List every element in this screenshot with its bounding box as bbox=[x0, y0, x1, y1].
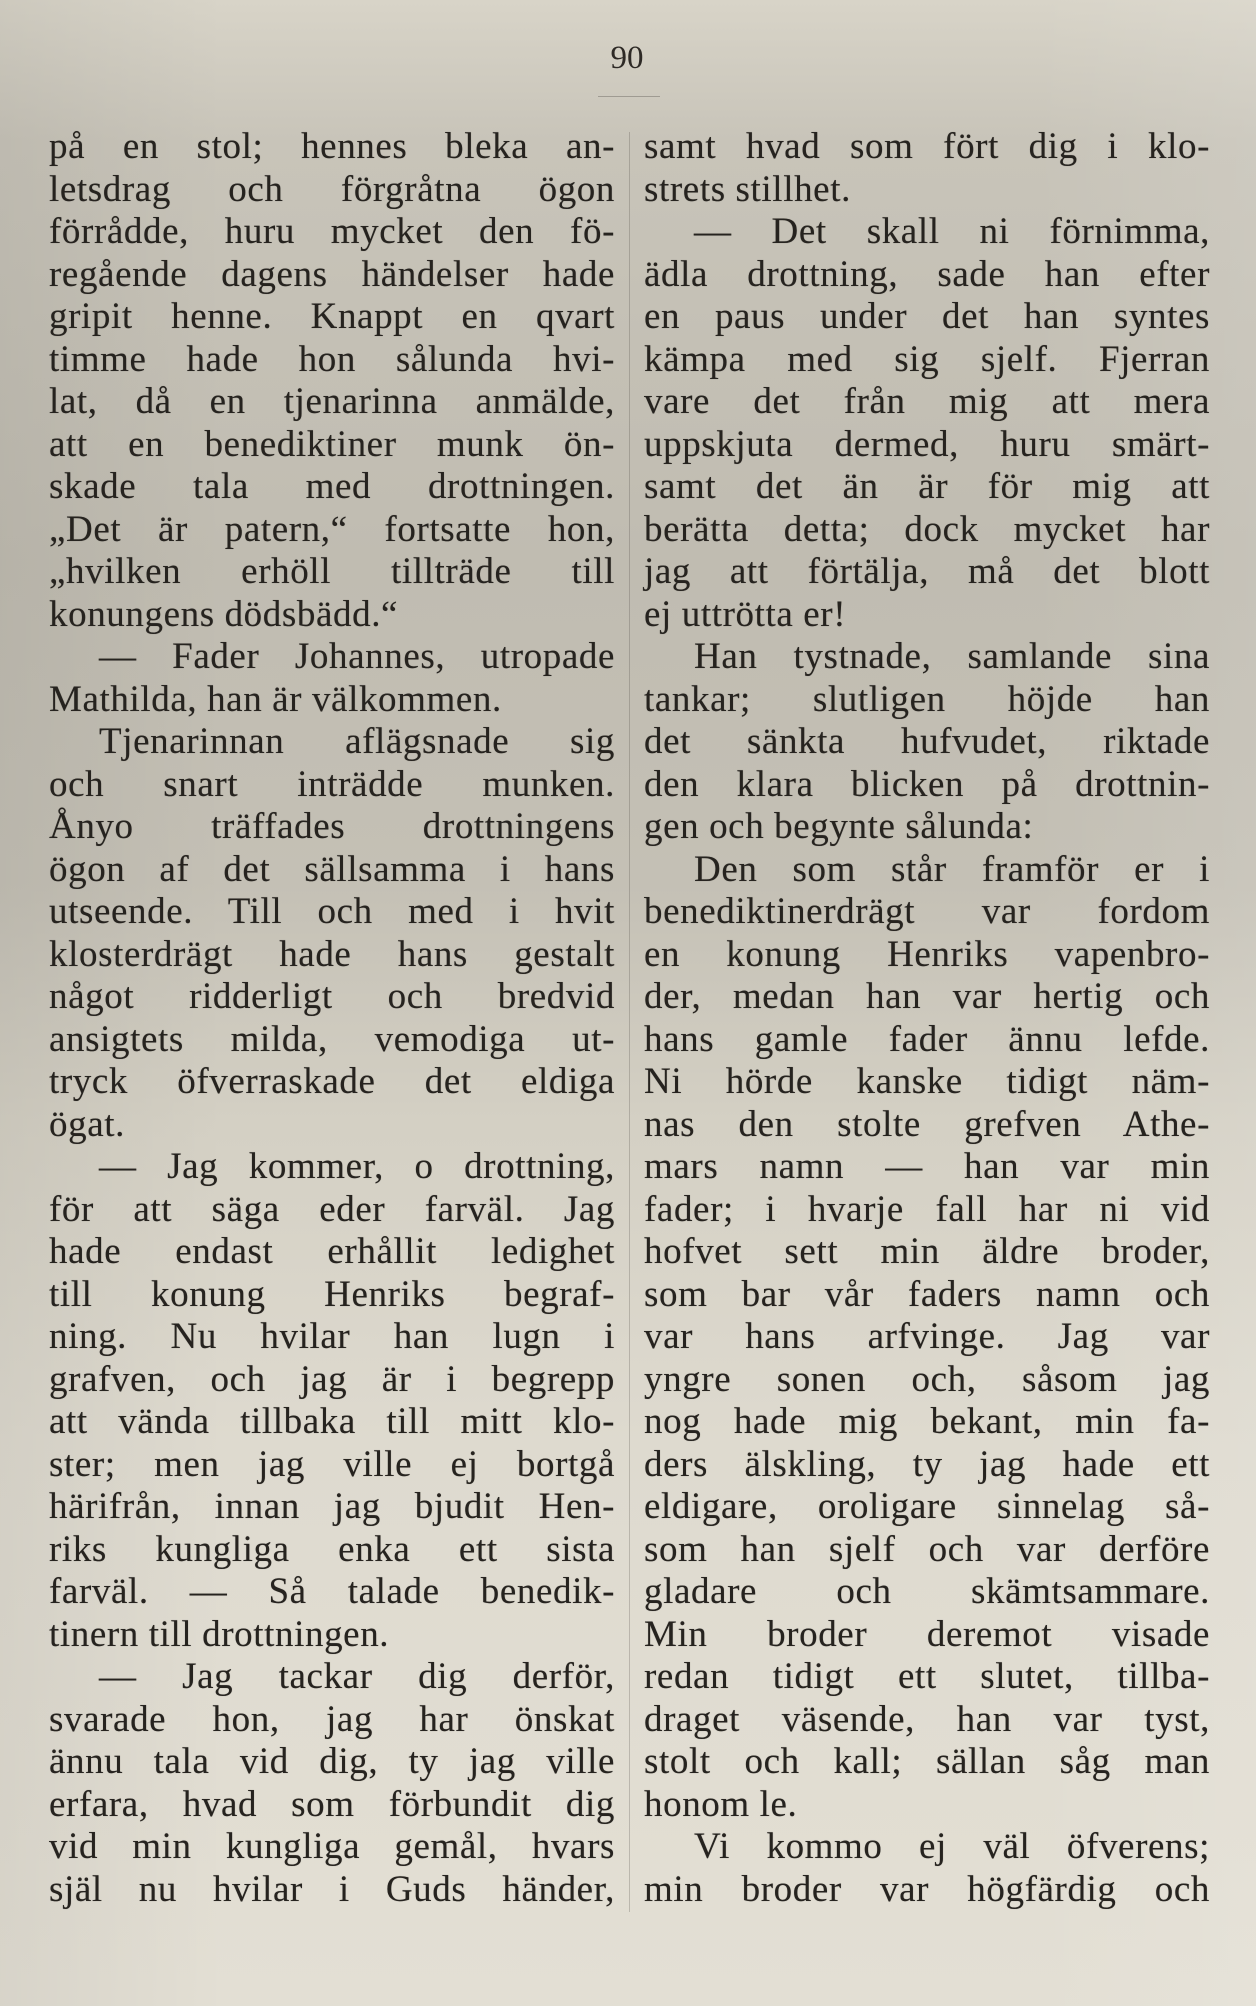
text-line: ännu tala vid dig, ty jag ville bbox=[49, 1741, 615, 1782]
text-line: var hans arfvinge. Jag var bbox=[644, 1316, 1210, 1357]
text-line: Ni hörde kanske tidigt näm- bbox=[644, 1061, 1210, 1102]
paragraph bbox=[49, 1146, 615, 1656]
column-divider bbox=[629, 132, 630, 1912]
text-line: fader; i hvarje fall har ni vid bbox=[644, 1188, 1210, 1230]
text-line: gladare och skämtsammare. bbox=[644, 1571, 1210, 1612]
text-line: konungens dödsbädd.“ bbox=[49, 593, 399, 635]
text-line: på en stol; hennes bleka an- bbox=[49, 126, 615, 167]
paragraph bbox=[644, 126, 1210, 211]
text-line: yngre sonen och, såsom jag bbox=[644, 1358, 1210, 1400]
text-line: mars namn — han var min bbox=[644, 1146, 1210, 1187]
text-line: Tjenarinnan aflägsnade sig bbox=[99, 721, 615, 762]
text-line: gen och begynte sålunda: bbox=[644, 806, 1034, 847]
text-line: strets stillhet. bbox=[644, 168, 851, 210]
left-column bbox=[49, 126, 615, 1911]
text-line: Mathilda, han är välkommen. bbox=[49, 678, 502, 720]
text-line: farväl. — Så talade benedik- bbox=[49, 1571, 615, 1612]
text-line: uppskjuta dermed, huru smärt- bbox=[644, 423, 1210, 465]
text-line: ders älskling, ty jag hade ett bbox=[644, 1443, 1210, 1485]
text-line: samt hvad som fört dig i klo- bbox=[644, 126, 1210, 167]
text-line: gripit henne. Knappt en qvart bbox=[49, 296, 615, 337]
text-line: svarade hon, jag har önskat bbox=[49, 1698, 615, 1740]
text-line: grafven, och jag är i begrepp bbox=[49, 1358, 615, 1400]
paragraph bbox=[49, 636, 615, 721]
text-line: stolt och kall; sällan såg man bbox=[644, 1741, 1210, 1782]
text-line: — Jag kommer, o drottning, bbox=[99, 1146, 615, 1187]
text-line: en konung Henriks vapenbro- bbox=[644, 933, 1210, 975]
text-line: tryck öfverraskade det eldiga bbox=[49, 1061, 615, 1102]
text-line: — Jag tackar dig derför, bbox=[99, 1656, 615, 1697]
text-line: letsdrag och förgråtna ögon bbox=[49, 168, 615, 210]
text-line: för att säga eder farväl. Jag bbox=[49, 1188, 615, 1230]
text-line: skade tala med drottningen. bbox=[49, 466, 615, 507]
page-number: 90 bbox=[610, 40, 644, 76]
text-line: draget väsende, han var tyst, bbox=[644, 1698, 1210, 1740]
text-line: och snart inträdde munken. bbox=[49, 763, 615, 805]
text-line: erfara, hvad som förbundit dig bbox=[49, 1783, 615, 1825]
text-line: „hvilken erhöll tillträde till bbox=[49, 551, 615, 592]
text-line: ögon af det sällsamma i hans bbox=[49, 848, 615, 890]
text-line: min broder var högfärdig och bbox=[644, 1868, 1210, 1910]
text-line: kämpa med sig sjelf. Fjerran bbox=[644, 338, 1210, 380]
paragraph bbox=[49, 126, 615, 636]
text-line: der, medan han var hertig och bbox=[644, 976, 1210, 1017]
text-line: redan tidigt ett slutet, tillba- bbox=[644, 1656, 1210, 1697]
text-line: benediktinerdrägt var fordom bbox=[644, 891, 1210, 932]
text-line: tinern till drottningen. bbox=[49, 1613, 390, 1655]
text-line: att vända tillbaka till mitt klo- bbox=[49, 1401, 615, 1442]
text-line: jag att förtälja, må det blott bbox=[644, 551, 1210, 592]
text-line: vid min kungliga gemål, hvars bbox=[49, 1826, 615, 1867]
text-line: förrådde, huru mycket den fö- bbox=[49, 211, 615, 252]
text-line: berätta detta; dock mycket har bbox=[644, 508, 1210, 550]
text-line: hofvet sett min äldre broder, bbox=[644, 1231, 1210, 1272]
text-line: ädla drottning, sade han efter bbox=[644, 253, 1210, 295]
text-line: ögat. bbox=[49, 1103, 125, 1145]
text-line: eldigare, oroligare sinnelag så- bbox=[644, 1486, 1210, 1527]
text-line: ansigtets milda, vemodiga ut- bbox=[49, 1018, 615, 1060]
text-line: — Det skall ni förnimma, bbox=[694, 211, 1210, 252]
text-line: som han sjelf och var derföre bbox=[644, 1528, 1210, 1570]
text-line: ning. Nu hvilar han lugn i bbox=[49, 1316, 615, 1357]
text-line: tankar; slutligen höjde han bbox=[644, 678, 1210, 720]
text-line: något ridderligt och bredvid bbox=[49, 976, 615, 1017]
text-line: regående dagens händelser hade bbox=[49, 253, 615, 295]
text-line: vare det från mig att mera bbox=[644, 381, 1210, 422]
text-line: det sänkta hufvudet, riktade bbox=[644, 721, 1210, 762]
text-line: till konung Henriks begraf- bbox=[49, 1273, 615, 1315]
text-line: „Det är patern,“ fortsatte hon, bbox=[49, 508, 615, 550]
right-column bbox=[644, 126, 1210, 1911]
text-line: själ nu hvilar i Guds händer, bbox=[49, 1868, 615, 1910]
paragraph bbox=[49, 1656, 615, 1911]
text-line: — Fader Johannes, utropade bbox=[99, 636, 615, 677]
text-line: ster; men jag ville ej bortgå bbox=[49, 1443, 615, 1485]
header-rule bbox=[598, 96, 660, 97]
text-line: riks kungliga enka ett sista bbox=[49, 1528, 615, 1570]
text-line: Vi kommo ej väl öfverens; bbox=[694, 1826, 1210, 1867]
paragraph bbox=[644, 849, 1210, 1827]
text-line: härifrån, innan jag bjudit Hen- bbox=[49, 1486, 615, 1527]
text-line: Den som står framför er i bbox=[694, 848, 1210, 890]
text-line: honom le. bbox=[644, 1783, 798, 1825]
text-line: att en benediktiner munk ön- bbox=[49, 423, 615, 465]
paragraph bbox=[644, 1826, 1210, 1911]
text-line: samt det än är för mig att bbox=[644, 466, 1210, 507]
text-line: klosterdrägt hade hans gestalt bbox=[49, 933, 615, 975]
paragraph bbox=[644, 636, 1210, 849]
text-line: hade endast erhållit ledighet bbox=[49, 1231, 615, 1272]
paragraph bbox=[49, 721, 615, 1146]
text-line: den klara blicken på drottnin- bbox=[644, 763, 1210, 805]
text-line: hans gamle fader ännu lefde. bbox=[644, 1018, 1210, 1060]
text-line: timme hade hon sålunda hvi- bbox=[49, 338, 615, 380]
text-line: Ånyo träffades drottningens bbox=[49, 806, 615, 847]
text-line: som bar vår faders namn och bbox=[644, 1273, 1210, 1315]
text-line: Min broder deremot visade bbox=[644, 1613, 1210, 1655]
text-line: lat, då en tjenarinna anmälde, bbox=[49, 381, 615, 422]
text-line: ej uttrötta er! bbox=[644, 593, 847, 635]
text-line: Han tystnade, samlande sina bbox=[694, 636, 1210, 677]
text-line: utseende. Till och med i hvit bbox=[49, 891, 615, 932]
text-line: nog hade mig bekant, min fa- bbox=[644, 1401, 1210, 1442]
text-line: nas den stolte grefven Athe- bbox=[644, 1103, 1210, 1145]
text-line: en paus under det han syntes bbox=[644, 296, 1210, 337]
paragraph bbox=[644, 211, 1210, 636]
